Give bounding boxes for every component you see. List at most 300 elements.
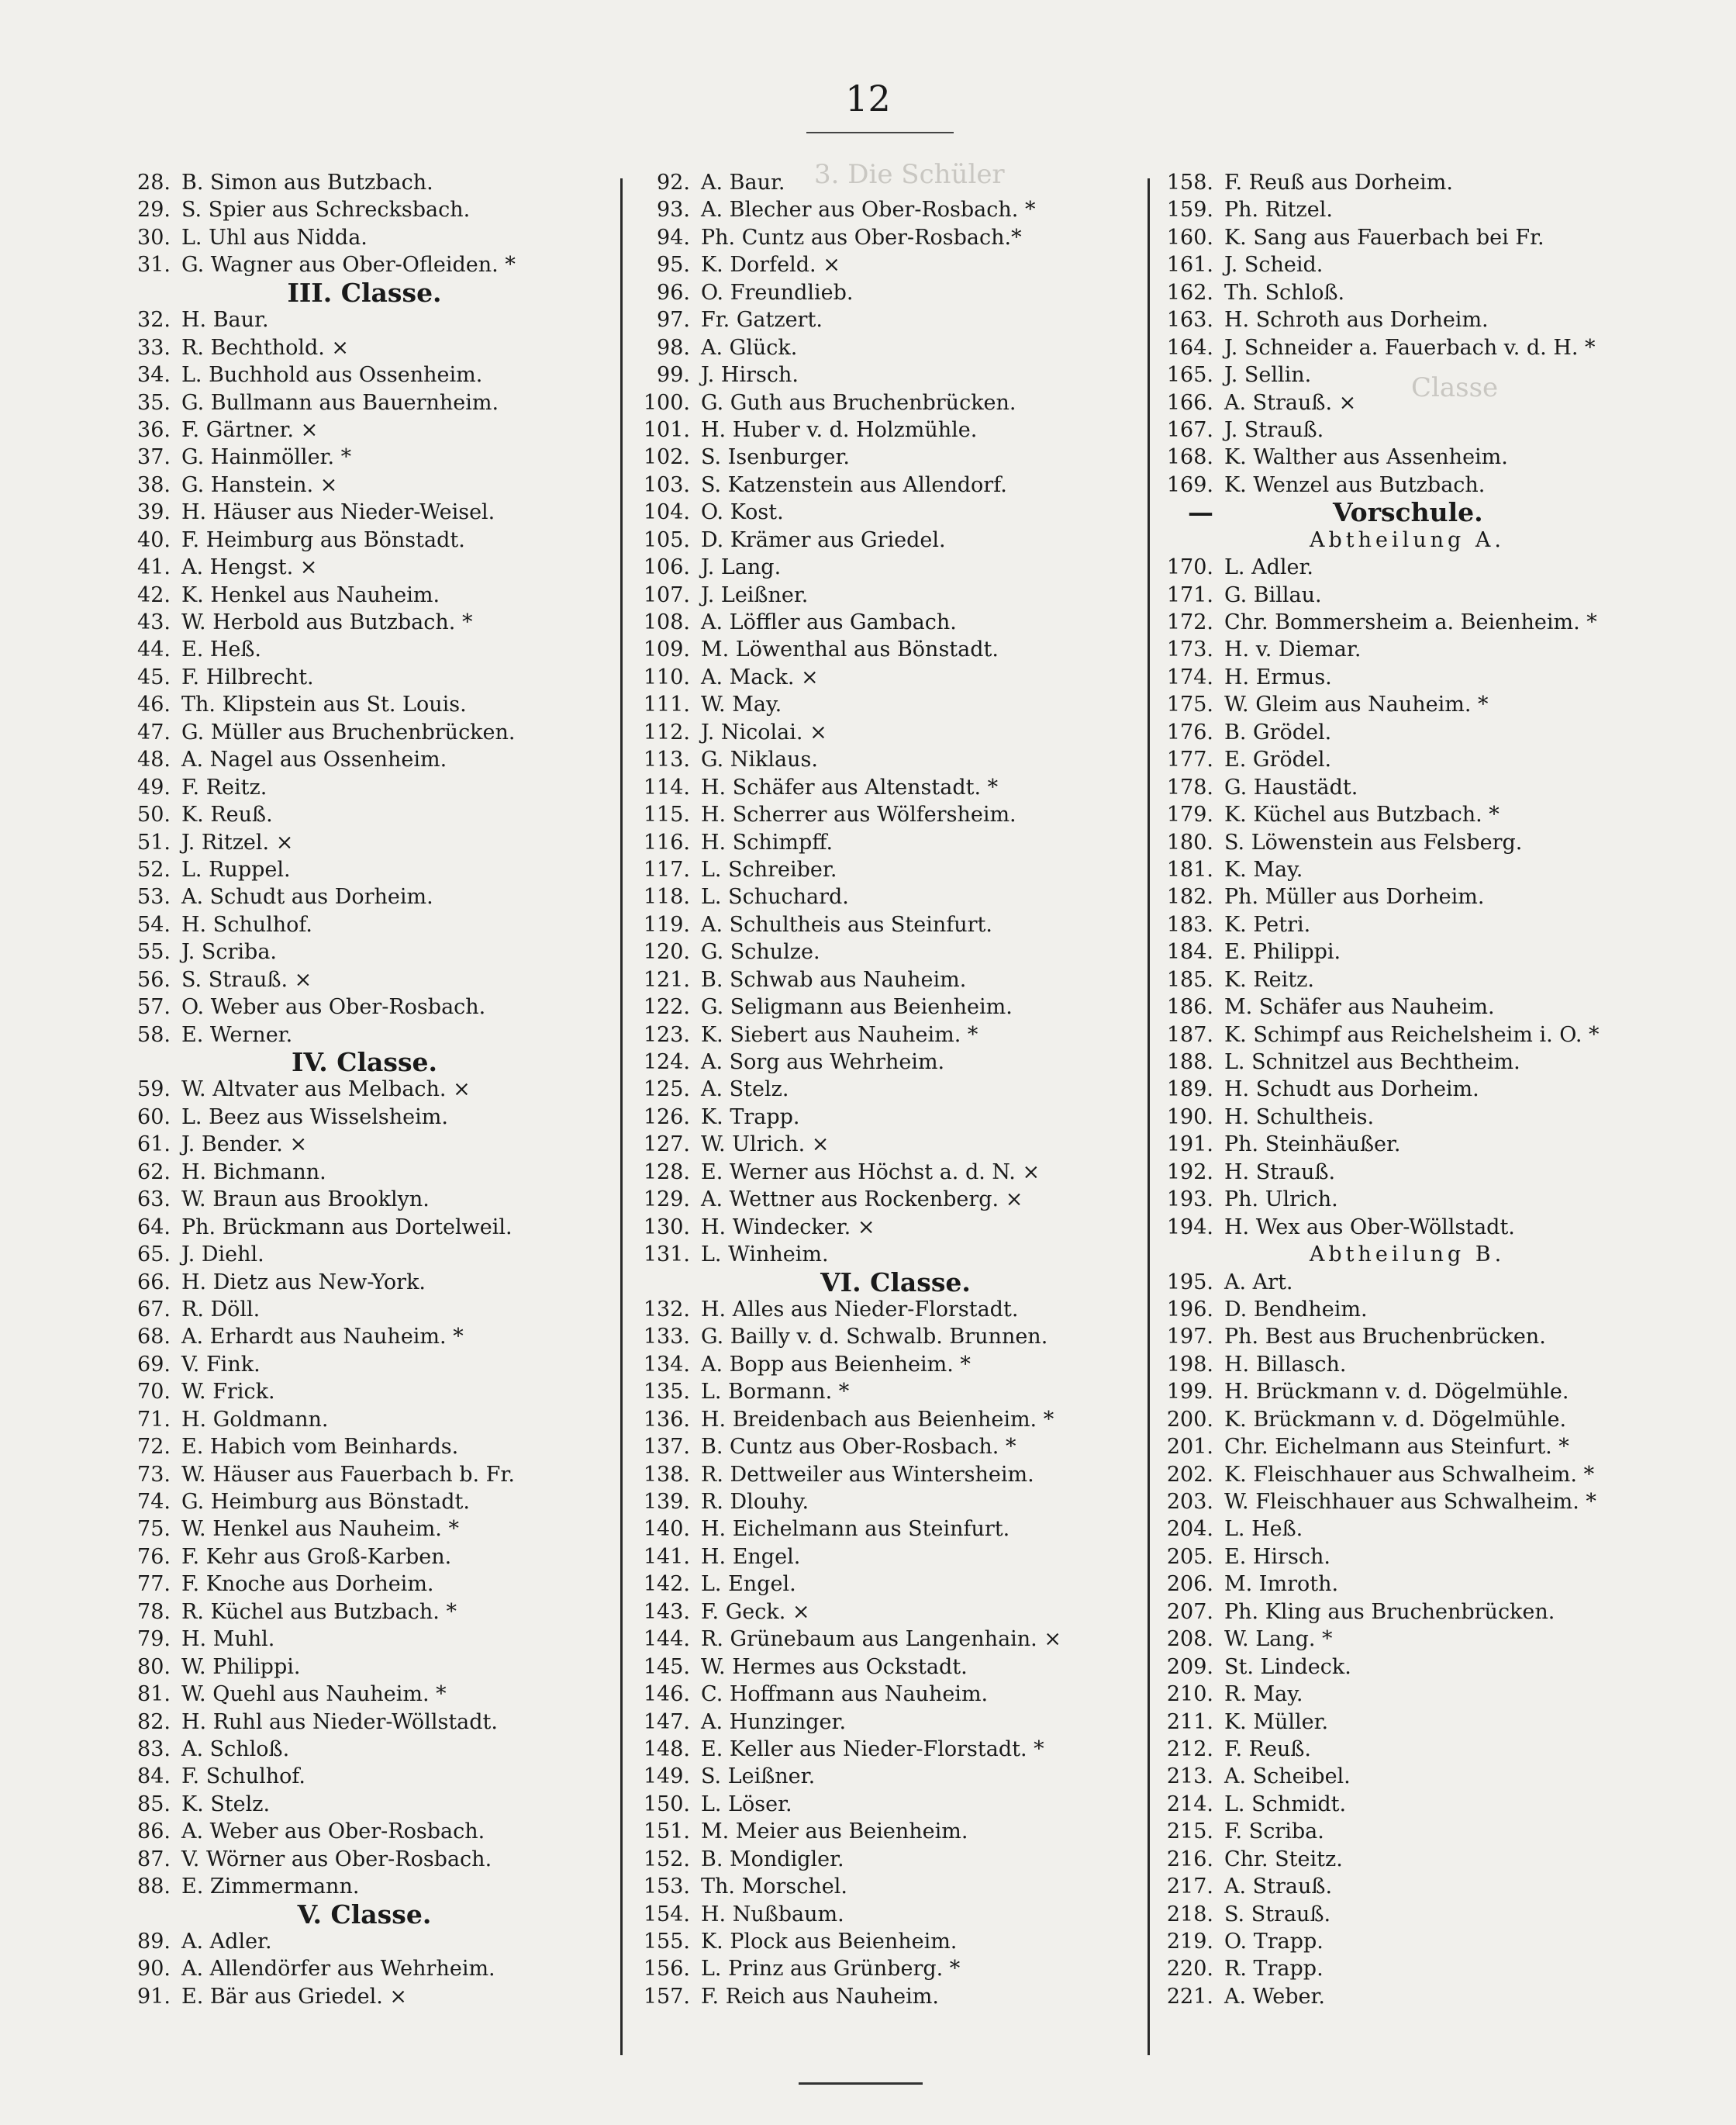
entry-number: 124. (643, 1050, 690, 1074)
heading-dash: — (1188, 497, 1213, 528)
entry-number: 199. (1166, 1380, 1213, 1405)
student-entry (636, 1928, 1155, 1955)
student-entry (116, 966, 613, 993)
student-name: Chr. Eichelmann aus Steinfurt. * (1224, 1435, 1569, 1460)
bleed-through-text: Classe (1411, 372, 1499, 403)
student-entry (636, 1104, 1155, 1131)
entry-number: 128. (643, 1159, 690, 1184)
student-name: G. Seligmann aus Beienheim. (701, 995, 1013, 1020)
entry-number: 197. (1166, 1325, 1213, 1349)
entry-number: 123. (643, 1022, 690, 1047)
entry-number: 115. (643, 803, 690, 828)
student-name: G. Heimburg aus Bönstadt. (181, 1490, 470, 1514)
student-name: H. Schimpff. (701, 830, 833, 855)
student-name: G. Haustädt. (1224, 775, 1358, 800)
student-name: L. Schuchard. (701, 885, 849, 910)
entry-number: 169. (1166, 472, 1213, 497)
student-entry (1159, 251, 1655, 278)
entry-number: 207. (1166, 1599, 1213, 1624)
entry-number: 131. (643, 1242, 690, 1267)
student-name: H. Nußbaum. (701, 1902, 844, 1926)
student-entry (116, 361, 613, 389)
student-list-column-1 (116, 169, 613, 2046)
student-entry (1159, 1269, 1655, 1296)
entry-number: 87. (137, 1847, 171, 1871)
entry-number: 60. (137, 1104, 171, 1129)
student-name: H. Strauß. (1224, 1159, 1336, 1184)
entry-number: 177. (1166, 748, 1213, 772)
entry-number: 204. (1166, 1517, 1213, 1542)
student-entry (116, 1488, 613, 1515)
entry-number: 100. (643, 390, 690, 415)
student-name: Ph. Kling aus Bruchenbrücken. (1224, 1599, 1555, 1624)
student-name: F. Reitz. (181, 775, 267, 800)
student-entry (1159, 1515, 1655, 1543)
student-entry (116, 883, 613, 910)
entry-number: 179. (1166, 803, 1213, 828)
entry-number: 129. (643, 1187, 690, 1212)
entry-number: 155. (643, 1930, 690, 1954)
entry-number: 50. (137, 803, 171, 828)
student-entry (1159, 224, 1655, 251)
student-entry (636, 1955, 1155, 1982)
student-name: F. Knoche aus Dorheim. (181, 1572, 434, 1597)
student-entry (636, 1049, 1155, 1076)
student-name: C. Hoffmann aus Nauheim. (701, 1682, 989, 1707)
student-entry (1159, 609, 1655, 636)
entry-number: 168. (1166, 445, 1213, 470)
student-entry (636, 527, 1155, 554)
column-divider (620, 178, 623, 2055)
entry-number: 134. (643, 1352, 690, 1377)
student-entry (116, 1159, 613, 1186)
student-entry (636, 609, 1155, 636)
student-name: S. Leißner. (701, 1764, 816, 1789)
entry-number: 156. (643, 1957, 690, 1982)
student-entry (636, 1515, 1155, 1543)
entry-number: 56. (137, 967, 171, 992)
entry-number: 118. (643, 885, 690, 910)
student-entry (116, 169, 613, 196)
entry-number: 216. (1166, 1847, 1213, 1871)
entry-number: 170. (1166, 555, 1213, 580)
student-entry (1159, 1186, 1655, 1213)
entry-number: 211. (1166, 1709, 1213, 1734)
entry-number: 141. (643, 1544, 690, 1569)
student-entry (116, 1296, 613, 1323)
student-entry (636, 746, 1155, 773)
student-entry (1159, 1378, 1655, 1405)
student-name: A. Scheibel. (1224, 1764, 1351, 1789)
student-name: Chr. Bommersheim a. Beienheim. * (1224, 610, 1597, 634)
student-entry (116, 1241, 613, 1268)
entry-number: 49. (137, 775, 171, 800)
student-name: F. Hilbrecht. (181, 665, 314, 689)
student-entry (116, 1626, 613, 1653)
student-name: E. Werner. (181, 1022, 293, 1047)
student-name: F. Kehr aus Groß-Karben. (181, 1544, 452, 1569)
student-entry (1159, 1214, 1655, 1241)
student-entry (636, 1461, 1155, 1488)
entry-number: 36. (137, 417, 171, 442)
student-name: K. Siebert aus Nauheim. * (701, 1022, 978, 1047)
entry-number: 214. (1166, 1792, 1213, 1816)
student-entry (1159, 444, 1655, 471)
student-entry (1159, 938, 1655, 966)
student-name: Th. Schloß. (1224, 280, 1345, 305)
student-entry (636, 856, 1155, 883)
student-name: A. Erhardt aus Nauheim. * (181, 1325, 464, 1349)
student-entry (636, 883, 1155, 910)
student-list-column-3 (1159, 169, 1655, 2046)
student-name: R. Bechthold. × (181, 335, 350, 360)
entry-number: 125. (643, 1077, 690, 1102)
entry-number: 121. (643, 967, 690, 992)
student-entry (1159, 1763, 1655, 1790)
student-entry (636, 444, 1155, 471)
student-name: A. Mack. × (701, 665, 819, 689)
entry-number: 203. (1166, 1490, 1213, 1514)
student-name: R. Küchel aus Butzbach. * (181, 1599, 457, 1624)
student-name: A. Glück. (701, 335, 798, 360)
entry-number: 38. (137, 472, 171, 497)
student-name: L. Beez aus Wisselsheim. (181, 1104, 448, 1129)
entry-number: 105. (643, 527, 690, 552)
student-entry (636, 251, 1155, 278)
student-name: J. Strauß. (1224, 417, 1324, 442)
student-entry (636, 664, 1155, 691)
student-entry (1159, 1709, 1655, 1736)
student-entry (1159, 911, 1655, 938)
student-entry (116, 1955, 613, 1982)
student-name: G. Hanstein. × (181, 472, 338, 497)
student-entry (636, 1351, 1155, 1378)
student-name: J. Diehl. (181, 1242, 264, 1267)
heading-text: Vorschule. (1333, 497, 1483, 528)
student-entry (1159, 1901, 1655, 1928)
student-name: D. Bendheim. (1224, 1297, 1368, 1322)
student-name: B. Mondigler. (701, 1847, 844, 1871)
entry-number: 147. (643, 1709, 690, 1734)
student-name: S. Strauß. (1224, 1902, 1331, 1926)
student-entry (636, 1076, 1155, 1103)
student-entry (116, 691, 613, 718)
entry-number: 75. (137, 1517, 171, 1542)
student-name: Chr. Steitz. (1224, 1847, 1343, 1871)
student-name: E. Grödel. (1224, 748, 1332, 772)
entry-number: 39. (137, 500, 171, 525)
student-name: E. Philippi. (1224, 940, 1341, 965)
entry-number: 189. (1166, 1077, 1213, 1102)
student-entry (1159, 1598, 1655, 1626)
entry-number: 213. (1166, 1764, 1213, 1789)
entry-number: 150. (643, 1792, 690, 1816)
student-entry (636, 801, 1155, 828)
student-entry (1159, 1406, 1655, 1433)
student-entry (1159, 1131, 1655, 1158)
student-entry (1159, 1433, 1655, 1460)
entry-number: 140. (643, 1517, 690, 1542)
entry-number: 42. (137, 582, 171, 607)
entry-number: 31. (137, 253, 171, 278)
student-entry (1159, 279, 1655, 306)
student-entry (1159, 636, 1655, 663)
entry-number: 145. (643, 1654, 690, 1679)
student-name: M. Löwenthal aus Bönstadt. (701, 638, 999, 662)
student-name: F. Reich aus Nauheim. (701, 1984, 939, 2009)
student-entry (116, 1351, 613, 1378)
student-entry (1159, 746, 1655, 773)
student-entry (1159, 1681, 1655, 1708)
student-name: A. Weber. (1224, 1984, 1325, 2009)
student-entry (116, 527, 613, 554)
student-name: K. Müller. (1224, 1709, 1329, 1734)
student-entry (636, 1214, 1155, 1241)
entry-number: 174. (1166, 665, 1213, 689)
student-name: H. Baur. (181, 308, 269, 333)
student-name: Ph. Steinhäußer. (1224, 1132, 1401, 1157)
student-name: O. Kost. (701, 500, 784, 525)
student-name: D. Krämer aus Griedel. (701, 527, 946, 552)
student-name: S. Isenburger. (701, 445, 850, 470)
student-entry (116, 1928, 613, 1955)
entry-number: 142. (643, 1572, 690, 1597)
entry-number: 29. (137, 198, 171, 223)
student-name: L. Schnitzel aus Bechtheim. (1224, 1050, 1520, 1074)
entry-number: 109. (643, 638, 690, 662)
entry-number: 119. (643, 912, 690, 937)
student-name: L. Heß. (1224, 1517, 1303, 1542)
student-entry (116, 334, 613, 361)
student-name: F. Heimburg aus Bönstadt. (181, 527, 465, 552)
student-entry (116, 554, 613, 581)
student-entry (636, 1681, 1155, 1708)
student-entry (636, 1433, 1155, 1460)
student-name: W. Herbold aus Butzbach. * (181, 610, 473, 634)
entry-number: 187. (1166, 1022, 1213, 1047)
student-entry (636, 1159, 1155, 1186)
student-name: Ph. Ulrich. (1224, 1187, 1338, 1212)
student-name: L. Prinz aus Grünberg. * (701, 1957, 961, 1982)
entry-number: 45. (137, 665, 171, 689)
entry-number: 220. (1166, 1957, 1213, 1982)
student-name: O. Weber aus Ober-Rosbach. (181, 995, 486, 1020)
student-name: E. Werner aus Höchst a. d. N. × (701, 1159, 1041, 1184)
student-entry (116, 993, 613, 1021)
student-name: J. Sellin. (1224, 363, 1312, 388)
student-entry (1159, 582, 1655, 609)
entry-number: 65. (137, 1242, 171, 1267)
student-entry (116, 224, 613, 251)
entry-number: 79. (137, 1627, 171, 1652)
student-entry (1159, 1873, 1655, 1900)
student-entry (116, 1269, 613, 1296)
student-name: Ph. Ritzel. (1224, 198, 1333, 223)
entry-number: 85. (137, 1792, 171, 1816)
student-entry (636, 306, 1155, 333)
entry-number: 138. (643, 1462, 690, 1487)
page-number-rule (806, 132, 954, 133)
entry-number: 59. (137, 1077, 171, 1102)
student-name: Ph. Cuntz aus Ober-Rosbach.* (701, 225, 1022, 250)
student-name: O. Freundlieb. (701, 280, 854, 305)
student-name: A. Sorg aus Wehrheim. (701, 1050, 945, 1074)
entry-number: 117. (643, 857, 690, 882)
entry-number: 103. (643, 472, 690, 497)
entry-number: 44. (137, 638, 171, 662)
entry-number: 102. (643, 445, 690, 470)
student-name: Th. Klipstein aus St. Louis. (181, 693, 467, 717)
entry-number: 215. (1166, 1819, 1213, 1844)
student-entry (116, 774, 613, 801)
class-heading (1159, 499, 1655, 526)
student-name: W. Henkel aus Nauheim. * (181, 1517, 459, 1542)
student-entry (116, 389, 613, 416)
student-name: G. Bailly v. d. Schwalb. Brunnen. (701, 1325, 1048, 1349)
student-list-column-2 (636, 169, 1155, 2046)
student-entry (1159, 1570, 1655, 1598)
student-entry (116, 1791, 613, 1818)
bottom-rule (799, 2082, 923, 2085)
student-entry (1159, 856, 1655, 883)
student-name: W. Altvater aus Melbach. × (181, 1077, 471, 1102)
entry-number: 58. (137, 1022, 171, 1047)
student-name: H. Ruhl aus Nieder-Wöllstadt. (181, 1709, 498, 1734)
student-entry (116, 416, 613, 444)
student-entry (116, 196, 613, 223)
student-name: E. Heß. (181, 638, 262, 662)
student-entry (116, 306, 613, 333)
student-entry (1159, 966, 1655, 993)
student-entry (636, 1296, 1155, 1323)
entry-number: 35. (137, 390, 171, 415)
student-name: V. Fink. (181, 1352, 261, 1377)
entry-number: 136. (643, 1407, 690, 1432)
student-name: L. Winheim. (701, 1242, 829, 1267)
student-name: L. Ruppel. (181, 857, 291, 882)
entry-number: 133. (643, 1325, 690, 1349)
student-name: R. Dlouhy. (701, 1490, 809, 1514)
entry-number: 190. (1166, 1104, 1213, 1129)
student-entry (1159, 472, 1655, 499)
entry-number: 146. (643, 1682, 690, 1707)
student-entry (116, 499, 613, 526)
student-name: B. Grödel. (1224, 720, 1332, 745)
student-entry (116, 911, 613, 938)
student-entry (636, 416, 1155, 444)
student-name: K. Küchel aus Butzbach. * (1224, 803, 1500, 828)
entry-number: 198. (1166, 1352, 1213, 1377)
student-name: A. Baur. (701, 171, 785, 195)
student-name: L. Uhl aus Nidda. (181, 225, 368, 250)
entry-number: 93. (657, 198, 690, 223)
student-entry (1159, 1928, 1655, 1955)
entry-number: 106. (643, 555, 690, 580)
student-entry (116, 1598, 613, 1626)
student-name: E. Zimmermann. (181, 1874, 360, 1899)
student-entry (116, 1818, 613, 1845)
student-name: B. Schwab aus Nauheim. (701, 967, 967, 992)
student-entry (636, 1570, 1155, 1598)
student-entry (1159, 1461, 1655, 1488)
entry-number: 63. (137, 1187, 171, 1212)
entry-number: 64. (137, 1215, 171, 1239)
student-entry (1159, 1846, 1655, 1873)
entry-number: 41. (137, 555, 171, 580)
student-entry (1159, 829, 1655, 856)
student-name: H. Ermus. (1224, 665, 1332, 689)
student-name: G. Hainmöller. * (181, 445, 352, 470)
student-entry (1159, 389, 1655, 416)
entry-number: 89. (137, 1930, 171, 1954)
entry-number: 196. (1166, 1297, 1213, 1322)
student-name: L. Bormann. * (701, 1380, 850, 1405)
entry-number: 173. (1166, 638, 1213, 662)
entry-number: 67. (137, 1297, 171, 1322)
student-entry (636, 1021, 1155, 1049)
entry-number: 99. (657, 363, 690, 388)
student-entry (116, 1461, 613, 1488)
student-name: Fr. Gatzert. (701, 308, 823, 333)
student-name: G. Guth aus Bruchenbrücken. (701, 390, 1016, 415)
student-entry (116, 1021, 613, 1049)
entry-number: 192. (1166, 1159, 1213, 1184)
student-entry (116, 746, 613, 773)
student-name: K. Sang aus Fauerbach bei Fr. (1224, 225, 1544, 250)
student-entry (1159, 883, 1655, 910)
student-name: E. Keller aus Nieder-Florstadt. * (701, 1736, 1044, 1761)
student-name: J. Hirsch. (701, 363, 799, 388)
entry-number: 144. (643, 1627, 690, 1652)
entry-number: 208. (1166, 1627, 1213, 1652)
student-entry (1159, 416, 1655, 444)
entry-number: 69. (137, 1352, 171, 1377)
student-name: A. Wettner aus Rockenberg. × (701, 1187, 1023, 1212)
entry-number: 54. (137, 912, 171, 937)
student-name: H. Breidenbach aus Beienheim. * (701, 1407, 1054, 1432)
student-name: G. Niklaus. (701, 748, 818, 772)
entry-number: 97. (657, 308, 690, 333)
student-name: Th. Morschel. (701, 1874, 847, 1899)
entry-number: 209. (1166, 1654, 1213, 1679)
student-entry (1159, 719, 1655, 746)
student-entry (636, 938, 1155, 966)
entry-number: 219. (1166, 1930, 1213, 1954)
entry-number: 135. (643, 1380, 690, 1405)
student-entry (1159, 1791, 1655, 1818)
page-number: 12 (845, 78, 891, 119)
student-name: F. Gärtner. × (181, 417, 319, 442)
student-entry (116, 1681, 613, 1708)
student-name: H. Huber v. d. Holzmühle. (701, 417, 978, 442)
student-name: J. Scriba. (181, 940, 278, 965)
entry-number: 66. (137, 1270, 171, 1294)
entry-number: 96. (657, 280, 690, 305)
student-entry (636, 1378, 1155, 1405)
student-entry (1159, 1076, 1655, 1103)
entry-number: 139. (643, 1490, 690, 1514)
student-name: A. Schudt aus Dorheim. (181, 885, 433, 910)
entry-number: 94. (657, 225, 690, 250)
entry-number: 120. (643, 940, 690, 965)
entry-number: 162. (1166, 280, 1213, 305)
student-entry (1159, 664, 1655, 691)
student-name: H. Goldmann. (181, 1407, 329, 1432)
entry-number: 111. (643, 693, 690, 717)
entry-number: 182. (1166, 885, 1213, 910)
student-entry (636, 1846, 1155, 1873)
student-entry (1159, 1049, 1655, 1076)
